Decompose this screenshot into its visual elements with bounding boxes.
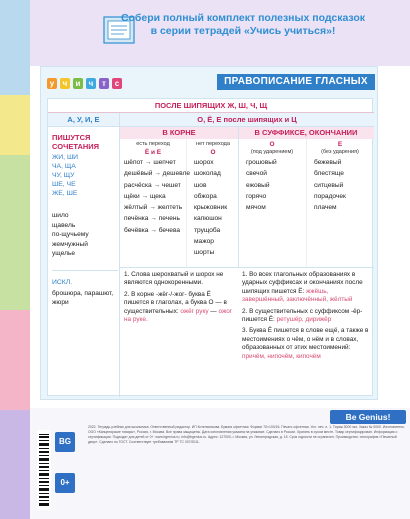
- root-pair-row: [124, 202, 186, 213]
- root-o-word: мажор: [194, 238, 214, 246]
- suffix-e-word: плачем: [314, 204, 337, 212]
- suffix-header: В СУФФИКСЕ, ОКОНЧАНИИ: [238, 127, 374, 139]
- suffix-o-word: мячом: [246, 204, 266, 212]
- rule-card: [40, 66, 378, 400]
- combo-item: ЧА, ЩА: [52, 163, 76, 170]
- combo-item: ЖИ, ШИ: [52, 154, 79, 161]
- combos-list: [52, 153, 102, 198]
- left-color-stripes: [0, 0, 30, 519]
- root-pair-word-unstressed: чешет: [161, 181, 181, 189]
- root-notes: [124, 271, 236, 324]
- rule-title: ПРАВОПИСАНИЕ ГЛАСНЫХ: [217, 74, 375, 90]
- suffix-note-2: [242, 308, 372, 325]
- suffix-o-word: свечой: [246, 170, 267, 178]
- suffix-note-2-text: 2. В существительных с суффиксом -ёр- пишется Ё:: [242, 307, 363, 324]
- col2-header: О, Ё, Е после шипящих и Ц: [120, 113, 374, 127]
- root-pair-row: [124, 225, 186, 236]
- left-example-word: жемчужный: [52, 240, 88, 248]
- arrow-icon: →: [151, 181, 162, 189]
- root-pairs-list: [124, 157, 191, 236]
- suffix-o-stress: (под ударением): [250, 149, 294, 155]
- root-pair-word-unstressed: печень: [158, 215, 180, 223]
- arrow-icon: →: [139, 192, 150, 200]
- root-note-2-end: на руке.: [124, 316, 148, 324]
- root-note-2b: существительных:: [124, 307, 179, 315]
- suffix-o-label: О: [269, 141, 275, 148]
- logo-letter: с: [112, 78, 122, 89]
- arrow-icon: →: [148, 215, 159, 223]
- rules-table: [47, 98, 373, 396]
- root-o-word: обжора: [194, 192, 217, 200]
- root-ye-label: Ё и Е: [144, 149, 162, 156]
- root-no-stress-label: нет перехода: [196, 141, 230, 147]
- root-pair-word-stressed: дешёвый: [124, 170, 153, 178]
- left-example-word: щавель: [52, 221, 76, 229]
- root-o-word: шорты: [194, 249, 215, 257]
- suffix-e-word: блестяще: [314, 170, 344, 178]
- suffix-o-list: [246, 157, 304, 213]
- combo-item: ШЕ, ЧЕ: [52, 181, 76, 188]
- arrow-icon: →: [152, 170, 163, 178]
- combo-item: ЧУ, ЩУ: [52, 172, 75, 179]
- root-stress-label: есть переход: [136, 141, 170, 147]
- left-column: [48, 127, 120, 397]
- root-note-2-example-2: ожог: [218, 307, 233, 315]
- left-example-word: по-щучьему: [52, 231, 89, 238]
- left-example-word: ущелье: [52, 250, 76, 257]
- root-o-list: [194, 157, 238, 259]
- left-example-word: шило: [52, 212, 69, 219]
- root-note-2: [124, 291, 236, 325]
- logo-letter: т: [99, 78, 109, 89]
- root-pair-word-unstressed: щека: [149, 192, 166, 200]
- suffix-note-2-example: ретушёр, дирижёр: [276, 316, 332, 324]
- table-main-header: ПОСЛЕ ШИПЯЩИХ Ж, Ш, Ч, Щ: [48, 99, 374, 113]
- promo-text: [118, 12, 368, 38]
- root-pair-word-stressed: шёпот: [124, 159, 144, 166]
- suffix-note-3: [242, 327, 372, 361]
- bg-badge: BG: [55, 432, 75, 452]
- root-pair-word-stressed: расчёска: [124, 181, 152, 189]
- root-pair-word-unstressed: шепчет: [153, 159, 176, 166]
- suffix-e-word: ситцевый: [314, 181, 344, 189]
- root-note-2a: 2. В корне -жёг-/-жог- буква Ё пишется в глаголах, а буква О — в: [124, 290, 227, 307]
- suffix-notes: [242, 271, 372, 361]
- suffix-note-3-text: 3. Буква Ё пишется в слове ещё, а также в местоимениях о чём, о нём и в словах, образованных от этих местоимений:: [242, 327, 369, 352]
- suffix-note-1: [242, 271, 372, 305]
- root-pair-row: [124, 168, 191, 179]
- suffix-note-1-text: 1. Во всех глагольных образованиях в ударных суффиксах и окончаниях после шипящих пишется Ё:: [242, 271, 363, 295]
- root-o-word: трущоба: [194, 226, 221, 234]
- brand-badge: Be Genius!: [330, 410, 406, 424]
- suffix-o-word: ежовый: [246, 181, 270, 189]
- root-note-2-mid: —: [208, 307, 219, 315]
- arrow-icon: →: [148, 226, 159, 234]
- logo-letter: у: [47, 78, 57, 89]
- promo-line-1: Собери полный комплект полезных подсказок: [120, 12, 366, 24]
- root-o-word: крыжовник: [194, 204, 228, 212]
- left-examples: [52, 211, 118, 259]
- arrow-icon: →: [143, 159, 154, 166]
- root-pair-row: [124, 191, 186, 202]
- root-pair-word-stressed: жёлтый: [124, 204, 148, 212]
- root-pair-word-stressed: печёнка: [124, 215, 149, 223]
- root-o-word: шоколад: [194, 170, 221, 178]
- suffix-e-stress: (без ударения): [321, 149, 359, 155]
- series-logo: [47, 78, 122, 89]
- root-pair-word-unstressed: желтеть: [157, 204, 183, 212]
- suffix-note-1-example: жжёшь, завершённый, заключённый, жёлтый: [242, 287, 353, 304]
- root-o-word: капюшон: [194, 215, 222, 223]
- root-pair-word-stressed: бечёвка: [124, 226, 149, 234]
- fine-print: 2022. Тетрадь-учебник для школьника. Ответственный редактор. ИП Котельникова. Бумага офсетная. Формат 70×100/16. Печать офсетная. Усл. печ. л. 1. Тираж 3000 экз. Заказ № 0000. Изготовитель: ООО «Канцелярские товары», Россия, г. Москва. Все права защищены. Дата изготовления указана на упаковке. Сделано в России. Хранить в сухом месте. Товар сертифицирован. Информация о сертификации. Подходит для детей от 0+. www.bgenius.ru, info@bgenius.ru. Адрес: 127000, г. Москва, ул. Ленинградская, д. 15. Срок годности не ограничен. Производство: типография «Печатный двор». Сделано по ГОСТ. Соответствует требованиям ТР ТС 007/2011.: [88, 425, 405, 444]
- root-pair-word-stressed: щёки: [124, 192, 140, 200]
- root-pair-word-unstressed: бечева: [158, 226, 181, 234]
- root-note-1: 1. Слова шерохватый и шорох не являются однокоренными.: [124, 271, 224, 287]
- logo-letter: ч: [60, 78, 70, 89]
- root-note-2-example-1: ожёг руку: [180, 307, 209, 315]
- age-badge: 0+: [55, 473, 75, 493]
- promo-line-2: в серии тетрадей «Учись учиться»!: [150, 25, 336, 37]
- root-o-word: шов: [194, 181, 207, 189]
- root-pair-row: [124, 157, 186, 168]
- col1-header: А, У, И, Е: [48, 113, 120, 127]
- root-o-word: шорох: [194, 159, 214, 166]
- logo-letter: ч: [86, 78, 96, 89]
- suffix-o-word: горячо: [246, 192, 267, 200]
- exception-label: ИСКЛ.: [52, 279, 73, 286]
- combo-item: ЖЕ, ШЕ: [52, 190, 78, 197]
- arrow-icon: →: [147, 204, 158, 212]
- root-pair-row: [124, 213, 186, 224]
- combos-title: ПИШУТСЯ СОЧЕТАНИЯ: [52, 133, 100, 151]
- root-pair-row: [124, 180, 186, 191]
- root-pair-word-unstressed: дешевле: [162, 170, 191, 178]
- suffix-e-word: бежевый: [314, 159, 342, 166]
- root-o-label: О: [210, 149, 216, 156]
- suffix-e-word: порадочек: [314, 192, 346, 200]
- logo-letter: и: [73, 78, 83, 89]
- barcode-icon: [37, 430, 51, 510]
- suffix-e-label: Е: [337, 141, 343, 148]
- root-header: В КОРНЕ: [120, 127, 238, 139]
- exception-words: брошюра, парашют, жюри: [52, 290, 114, 306]
- suffix-note-3-example: причём, нипочём, кипочём: [242, 352, 321, 360]
- suffix-o-word: грошовый: [246, 159, 277, 166]
- suffix-e-list: [314, 157, 372, 213]
